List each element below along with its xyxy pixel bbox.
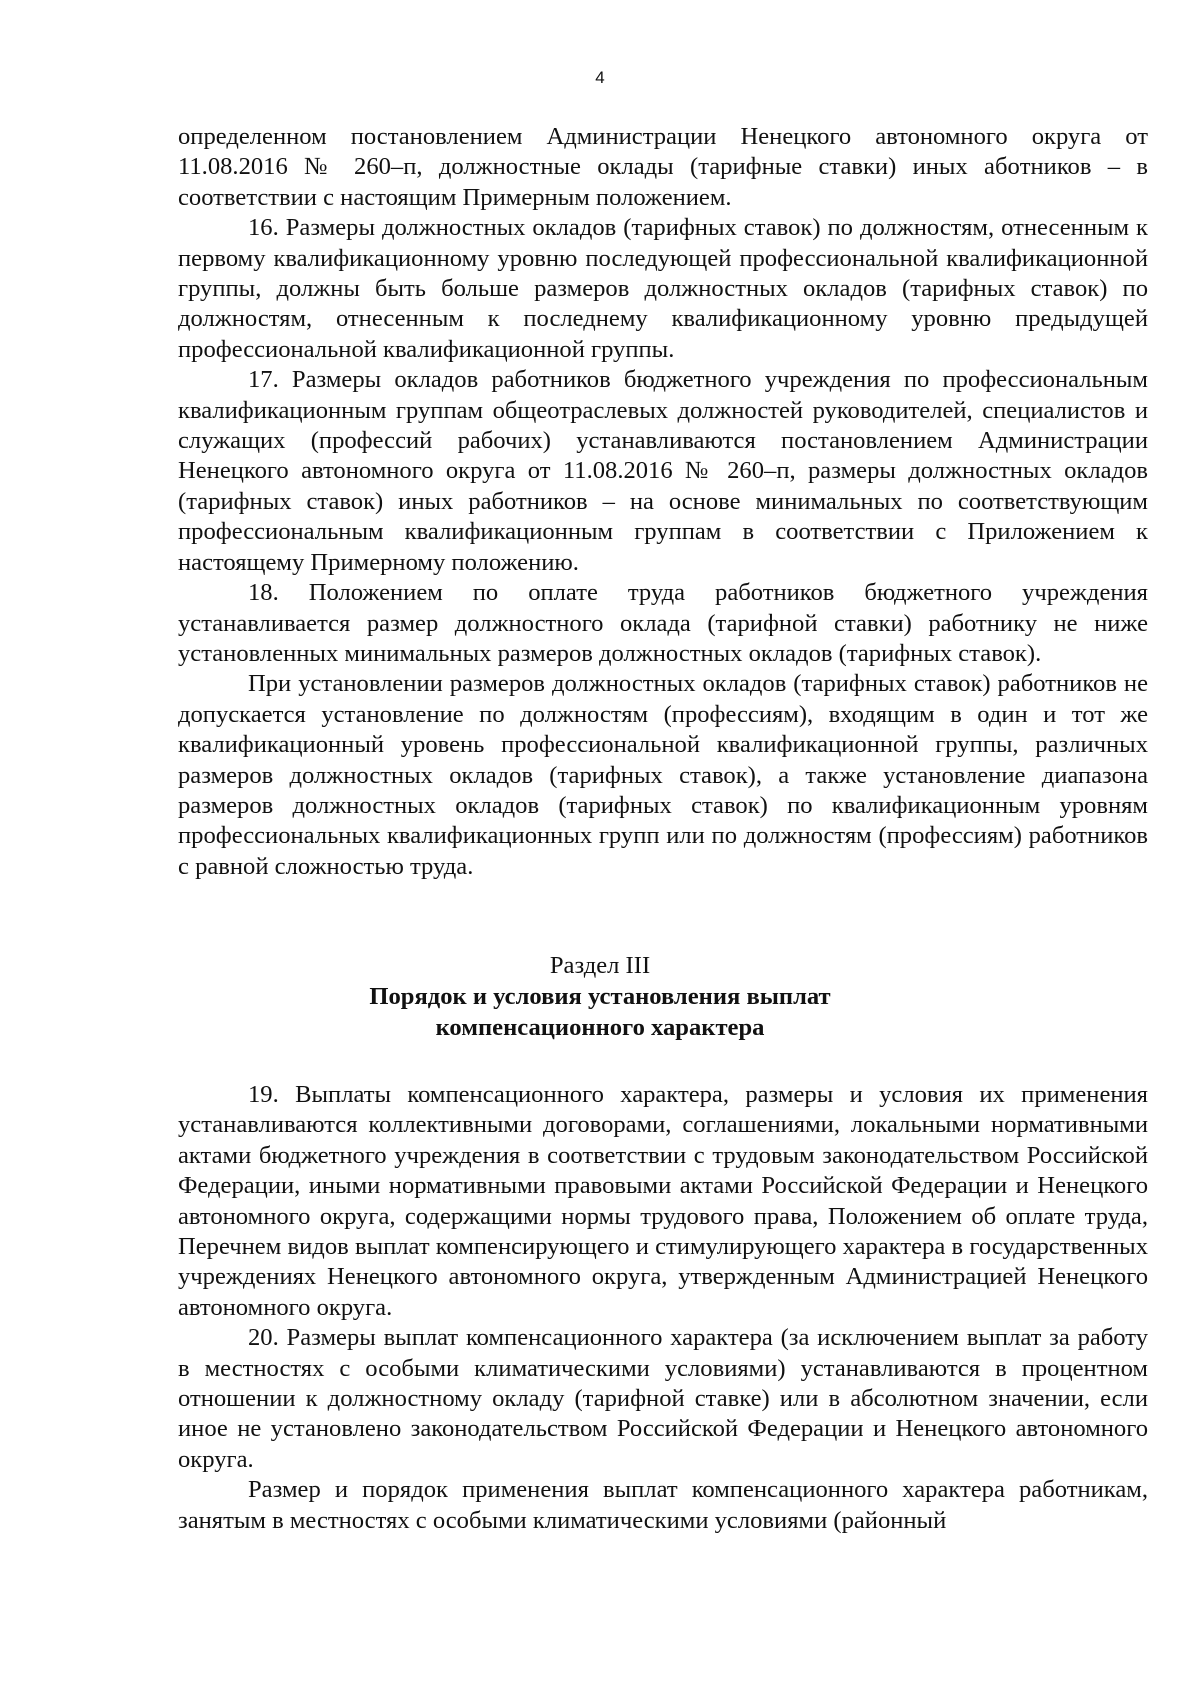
section-title-line-2: компенсационного характера <box>435 1014 765 1041</box>
body-text-top <box>178 122 1148 882</box>
section-heading <box>0 950 1200 1043</box>
body-text-bottom <box>178 1080 1148 1536</box>
paragraph-15-continuation: определенном постановлением Администрации Ненецкого автономного округа от 11.08.2016 № 260–п, должностные оклады (тарифные ставки) иных абoтников – в соответствии с настоящим Примерным положением. <box>178 123 1148 211</box>
paragraph-19: 19. Выплаты компенсационного характера, размеры и условия их применения устанавливаются коллективными договорами, соглашениями, локальными нормативными актами бюджетного учреждения в соответствии с трудовым законодательством Российской Федерации, иными нормативными правовыми актами Российской Федерации и Ненецкого автономного округа, содержащими нормы трудового права, Положением об оплате труда, Перечнем видов выплат компенсирующего и стимулирующего характера в государственных учреждениях Ненецкого автономного округа, утвержденным Администрацией Ненецкого автономного округа. <box>178 1081 1148 1321</box>
page-number: 4 <box>595 68 605 87</box>
paragraph-20-continued: Размер и порядок применения выплат компенсационного характера работникам, занятым в местностях с особыми климатическими условиями (районный <box>178 1476 1148 1534</box>
paragraph-17: 17. Размеры окладов работников бюджетного учреждения по профессиональным квалификационным группам общеотраслевых должностей руководителей, специалистов и служащих (профессий рабочих) устанавливаются постановлением Администрации Ненецкого автономного округа от 11.08.2016 № 260–п, размеры должностных окладов (тарифных ставок) иных работников – на основе минимальных по соответствующим профессиональным квалификационным группам в соответствии с Приложением к настоящему Примерному положению. <box>178 366 1148 576</box>
paragraph-16: 16. Размеры должностных окладов (тарифных ставок) по должностям, отнесенным к первому квалификационному уровню последующей профессиональной квалификационной группы, должны быть больше размеров должностных окладов (тарифных ставок) по должностям, отнесенным к последнему квалификационному уровню предыдущей профессиональной квалификационной группы. <box>178 214 1148 363</box>
section-label: Раздел III <box>549 952 651 979</box>
section-title-line-1: Порядок и условия установления выплат <box>369 983 831 1010</box>
paragraph-18: 18. Положением по оплате труда работников бюджетного учреждения устанавливается размер должностного оклада (тарифной ставки) работнику не ниже установленных минимальных размеров должностных окладов (тарифных ставок). <box>178 579 1148 667</box>
paragraph-18-continued: При установлении размеров должностных окладов (тарифных ставок) работников не допускается установление по должностям (профессиям), входящим в один и тот же квалификационный уровень профессиональной квалификационной группы, различных размеров должностных окладов (тарифных ставок), а также установление диапазона размеров должностных окладов (тарифных ставок) по квалификационным уровням профессиональных квалификационных групп или по должностям (профессиям) работников с равной сложностью труда. <box>178 670 1148 880</box>
paragraph-20: 20. Размеры выплат компенсационного характера (за исключением выплат за работу в местностях с особыми климатическими условиями) устанавливаются в процентном отношении к должностному окладу (тарифной ставке) или в абсолютном значении, если иное не установлено законодательством Российской Федерации и Ненецкого автономного округа. <box>178 1324 1148 1473</box>
